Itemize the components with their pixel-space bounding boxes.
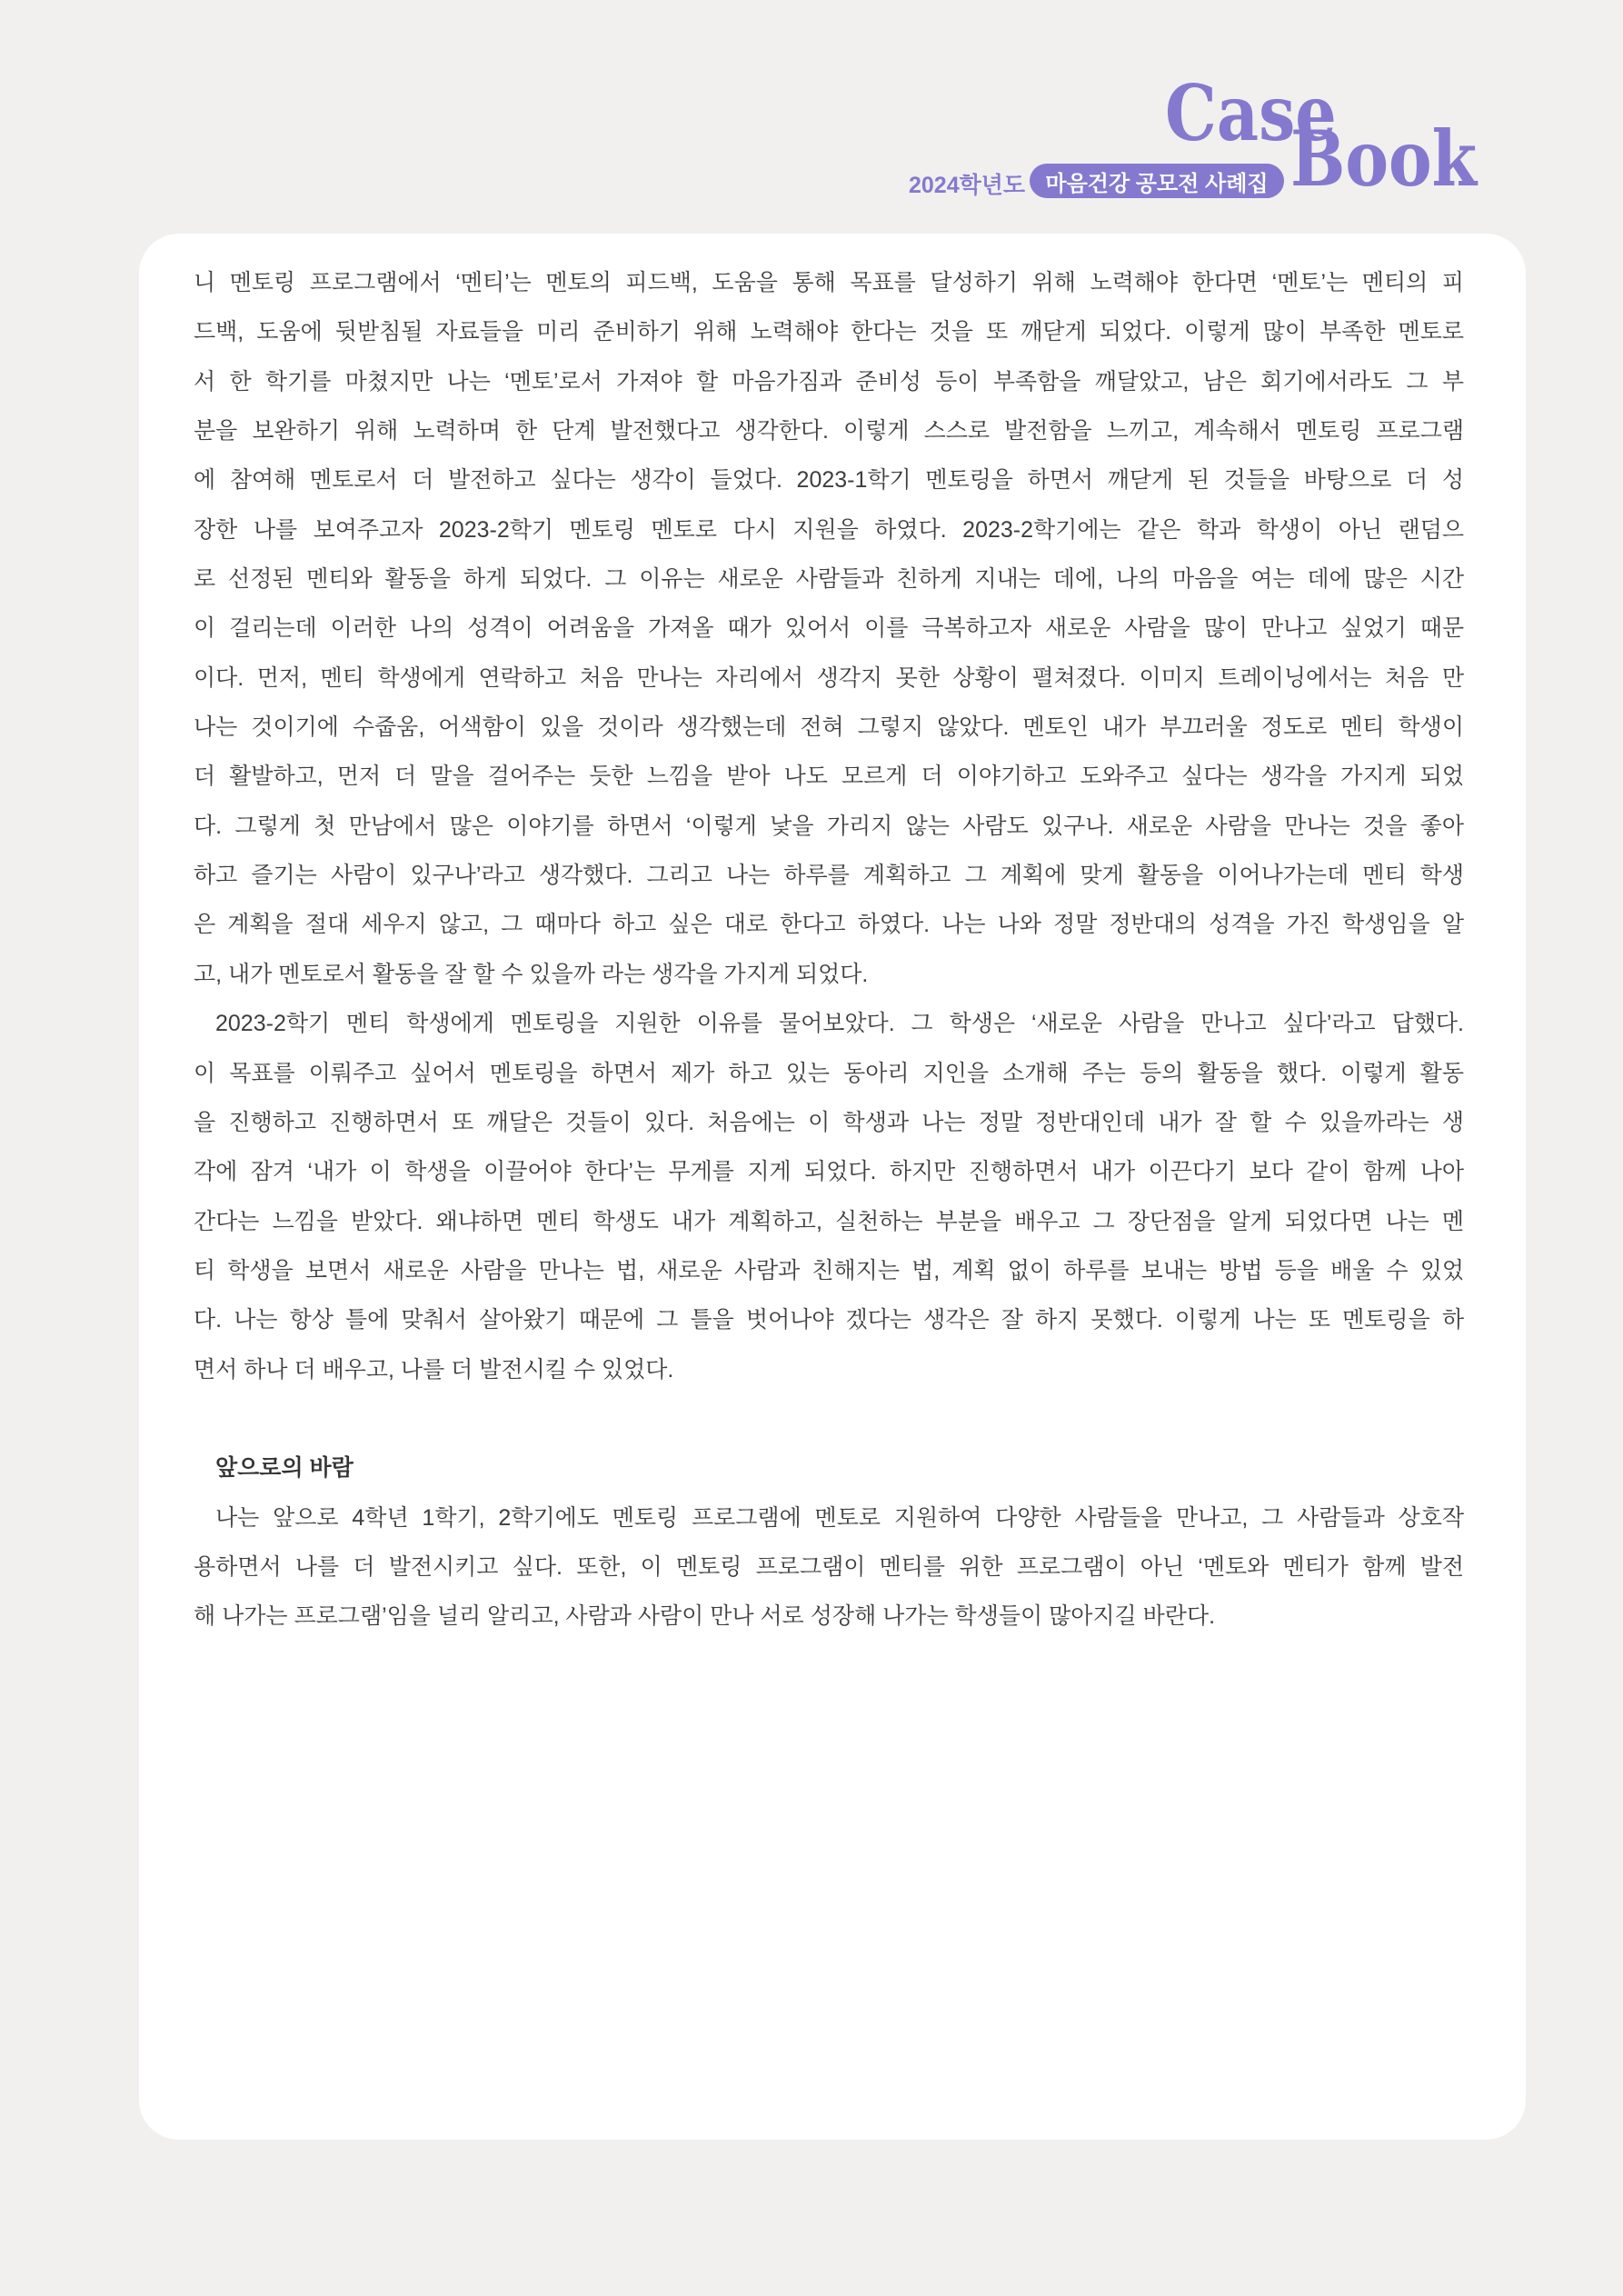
text-line: 로 선정된 멘티와 활동을 하게 되었다. 그 이유는 새로운 사람들과 친하게 지내는 데에, 나의 마음을 여는 데에 많은 시간 [194,566,1464,593]
text-line: 장한 나를 보여주고자 2023-2학기 멘토링 멘토로 다시 지원을 하였다. 2023-2학기에는 같은 학과 학생이 아닌 랜덤으 [194,516,1464,543]
text-line: 면서 하나 더 배우고, 나를 더 발전시킬 수 있었다. [194,1356,674,1383]
year-label: 2024학년도 [909,173,1026,198]
subtitle-badge [1030,164,1284,198]
text-line: 에 참여해 멘토로서 더 발전하고 싶다는 생각이 들었다. 2023-1학기 멘토링을 하면서 깨닫게 된 것들을 바탕으로 더 성 [194,467,1464,494]
text-line: 다. 그렇게 첫 만남에서 많은 이야기를 하면서 ‘이렇게 낯을 가리지 않는 사람도 있구나. 새로운 사람을 만나는 것을 좋아 [194,813,1464,839]
subtitle-badge-label: 마음건강 공모전 사례집 [1045,171,1269,196]
text-line: 더 활발하고, 먼저 더 말을 걸어주는 듯한 느낌을 받아 나도 모르게 더 이야기하고 도와주고 싶다는 생각을 가지게 되었 [194,764,1464,790]
text-line: 서 한 학기를 마쳤지만 나는 ‘멘토’로서 가져야 할 마음가짐과 준비성 등이 부족함을 깨달았고, 남은 회기에서라도 그 부 [194,368,1464,394]
text-line: 티 학생을 보면서 새로운 사람을 만나는 법, 새로운 사람과 친해지는 법, 계획 없이 하루를 보내는 방법 등을 배울 수 있었 [194,1257,1464,1283]
text-line: 나는 것이기에 수줍움, 어색함이 있을 것이라 생각했는데 전혀 그렇지 않았다. 멘토인 내가 부끄러울 정도로 멘티 학생이 [194,714,1464,741]
text-line: 이 걸리는데 이러한 나의 성격이 어려움을 가져올 때가 있어서 이를 극복하고자 새로운 사람을 많이 만나고 싶었기 때문 [194,615,1464,642]
paragraph-2 [194,999,1464,1394]
text-line: 분을 보완하기 위해 노력하며 한 단계 발전했다고 생각한다. 이렇게 스스로 발전함을 느끼고, 계속해서 멘토링 프로그램 [194,418,1464,444]
text-line: 다. 나는 항상 틀에 맞춰서 살아왔기 때문에 그 틀을 벗어나야 겠다는 생각은 잘 하지 못했다. 이렇게 나는 또 멘토링을 하 [194,1307,1464,1333]
vertical-spacer [194,1394,1464,1443]
text-line: 나는 앞으로 4학년 1학기, 2학기에도 멘토링 프로그램에 멘토로 지원하여 다양한 사람들을 만나고, 그 사람들과 상호작 [215,1504,1464,1531]
logo-book [1290,114,1509,204]
text-line: 해 나가는 프로그램’임을 널리 알리고, 사람과 사람이 만나 서로 성장해 나가는 학생들이 많아지길 바란다. [194,1603,1216,1630]
text-line: 고, 내가 멘토로서 활동을 잘 할 수 있을까 라는 생각을 가지게 되었다. [194,961,869,987]
text-line: 드백, 도움에 뒷받침될 자료들을 미리 준비하기 위해 노력해야 한다는 것을 또 깨닫게 되었다. 이렇게 많이 부족한 멘토로 [194,319,1464,345]
section-heading: 앞으로의 바람 [215,1455,353,1482]
text-line: 하고 즐기는 사람이 있구나’라고 생각했다. 그리고 나는 하루를 계획하고 그 계획에 맞게 활동을 이어나가는데 멘티 학생 [194,863,1464,889]
text-line: 은 계획을 절대 세우지 않고, 그 때마다 하고 싶은 대로 한다고 하였다. 나는 나와 정말 정반대의 성격을 가진 학생임을 알 [194,912,1464,938]
logo-case-text: Case [1165,68,1337,158]
text-line: 2023-2학기 멘티 학생에게 멘토링을 지원한 이유를 물어보았다. 그 학생은 ‘새로운 사람을 만나고 싶다’라고 답했다. [215,1011,1464,1037]
paragraph-1 [194,258,1464,999]
text-line: 이다. 먼저, 멘티 학생에게 연락하고 처음 만나는 자리에서 생각지 못한 상황이 펼쳐졌다. 이미지 트레이닝에서는 처음 만 [194,664,1464,691]
paragraph-3 [194,1493,1464,1642]
text-line: 니 멘토링 프로그램에서 ‘멘티’는 멘토의 피드백, 도움을 통해 목표를 달성하기 위해 노력해야 한다면 ‘멘토’는 멘티의 피 [194,270,1464,295]
text-line: 간다는 느낌을 받았다. 왜냐하면 멘티 학생도 내가 계획하고, 실천하는 부분을 배우고 그 장단점을 알게 되었다면 나는 멘 [194,1208,1464,1234]
text-line: 이 목표를 이뤄주고 싶어서 멘토링을 하면서 제가 하고 있는 동아리 지인을 소개해 주는 등의 활동을 했다. 이렇게 활동 [194,1060,1464,1086]
text-line: 을 진행하고 진행하면서 또 깨달은 것들이 있다. 처음에는 이 학생과 나는 정말 정반대인데 내가 잘 할 수 있을까라는 생 [194,1109,1464,1135]
text-line: 각에 잠겨 ‘내가 이 학생을 이끌어야 한다’는 무게를 지게 되었다. 하지만 진행하면서 내가 이끈다기 보다 같이 함께 나아 [194,1159,1464,1185]
text-line: 용하면서 나를 더 발전시키고 싶다. 또한, 이 멘토링 프로그램이 멘티를 위한 프로그램이 아닌 ‘멘토와 멘티가 함께 발전 [194,1553,1464,1580]
logo-book-text: Book [1290,114,1478,204]
body-text [194,258,1464,1642]
